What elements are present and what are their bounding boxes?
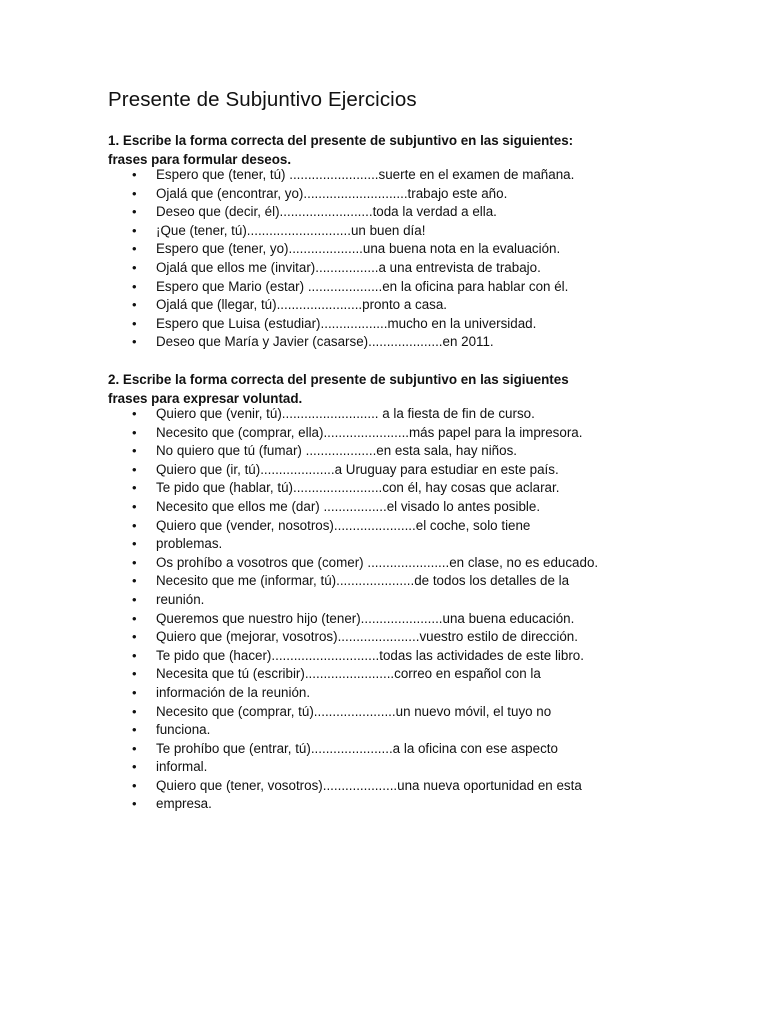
exercise-item-text: Os prohíbo a vosotros que (comer) ......................en clase, no es educado. [156,554,599,570]
exercise-item-text: Deseo que María y Javier (casarse)....................en 2011. [156,334,494,350]
bullet-icon: • [132,480,137,496]
exercise-item [108,405,598,424]
exercise-item-text: Espero que Luisa (estudiar)..................mucho en la universidad. [156,315,537,331]
section-2-heading-line-1: 2. Escribe la forma correcta del presente de subjuntivo en las sigiuentes [108,372,569,387]
exercise-item-text: problemas. [156,536,223,552]
bullet-icon: • [132,591,137,607]
section-2-heading-line-2: frases para expresar voluntad. [108,390,303,406]
exercise-item [108,777,598,796]
exercise-item-text: reunión. [156,591,205,607]
exercise-item-text: Deseo que (decir, él).........................toda la verdad a ella. [156,204,497,220]
exercise-item [108,591,598,610]
exercise-item [108,442,598,461]
exercise-item [108,296,574,315]
bullet-icon: • [132,740,137,756]
bullet-icon: • [132,722,137,738]
exercise-item [108,610,598,629]
bullet-icon: • [132,185,137,201]
exercise-item [108,222,574,241]
bullet-icon: • [132,167,137,182]
exercise-item-text: Ojalá que (llegar, tú).......................pronto a casa. [156,297,448,313]
bullet-icon: • [132,703,137,719]
exercise-item [108,572,598,591]
exercise-item [108,461,598,480]
section-1-heading-line-2: frases para formular deseos. [108,151,292,167]
exercise-item-text: Necesito que (comprar, ella).......................más papel para la impresora. [156,424,583,440]
bullet-icon: • [132,315,137,331]
bullet-icon: • [132,777,137,793]
exercise-item-text: empresa. [156,796,212,812]
section-2-exercise-list [108,405,598,814]
bullet-icon: • [132,517,137,533]
exercise-item [108,740,598,759]
bullet-icon: • [132,573,137,589]
section-2-heading [108,371,569,408]
exercise-item [108,333,574,352]
bullet-icon: • [132,259,137,275]
exercise-item [108,166,574,185]
bullet-icon: • [132,222,137,238]
exercise-item [108,647,598,666]
exercise-item [108,240,574,259]
exercise-item-text: informal. [156,759,208,775]
exercise-item-text: No quiero que tú (fumar) ...................en esta sala, hay niños. [156,443,517,459]
exercise-item [108,498,598,517]
bullet-icon: • [132,629,137,645]
bullet-icon: • [132,241,137,257]
bullet-icon: • [132,684,137,700]
exercise-item-text: Espero que Mario (estar) ....................en la oficina para hablar con él. [156,278,569,294]
exercise-item-text: Te pido que (hacer).............................todas las actividades de este libro. [156,647,584,663]
exercise-item [108,795,598,814]
bullet-icon: • [132,796,137,812]
bullet-icon: • [132,204,137,220]
exercise-item-text: Quiero que (venir, tú).......................... a la fiesta de fin de curso. [156,406,535,421]
bullet-icon: • [132,334,137,350]
bullet-icon: • [132,759,137,775]
exercise-item-text: Quiero que (tener, vosotros)....................una nueva oportunidad en esta [156,777,582,793]
exercise-item [108,479,598,498]
exercise-item [108,203,574,222]
exercise-item-text: Ojalá que (encontrar, yo)............................trabajo este año. [156,185,508,201]
exercise-item [108,517,598,536]
exercise-item-text: Espero que (tener, tú) ........................suerte en el examen de mañana. [156,167,575,182]
exercise-item-text: Te pido que (hablar, tú)........................con él, hay cosas que aclarar. [156,480,560,496]
exercise-item-text: Espero que (tener, yo)....................una buena nota en la evaluación. [156,241,561,257]
exercise-item-text: Te prohíbo que (entrar, tú)......................a la oficina con ese aspecto [156,740,558,756]
exercise-item-text: Quiero que (ir, tú)....................a Uruguay para estudiar en este país. [156,461,559,477]
exercise-item-text: Ojalá que ellos me (invitar).................a una entrevista de trabajo. [156,259,541,275]
exercise-item [108,424,598,443]
exercise-item-text: ¡Que (tener, tú)............................un buen día! [156,222,426,238]
bullet-icon: • [132,666,137,682]
exercise-item-text: Queremos que nuestro hijo (tener)......................una buena educación. [156,610,575,626]
exercise-item [108,315,574,334]
bullet-icon: • [132,536,137,552]
bullet-icon: • [132,498,137,514]
exercise-item-text: Quiero que (vender, nosotros)......................el coche, solo tiene [156,517,531,533]
exercise-item [108,665,598,684]
exercise-item [108,185,574,204]
page-title: Presente de Subjuntivo Ejercicios [108,88,417,111]
bullet-icon: • [132,424,137,440]
section-1-exercise-list [108,166,574,352]
bullet-icon: • [132,278,137,294]
bullet-icon: • [132,554,137,570]
exercise-item-text: Necesito que ellos me (dar) .................el visado lo antes posible. [156,498,541,514]
bullet-icon: • [132,647,137,663]
bullet-icon: • [132,406,137,421]
bullet-icon: • [132,610,137,626]
bullet-icon: • [132,461,137,477]
exercise-item [108,535,598,554]
exercise-item [108,259,574,278]
exercise-item-text: información de la reunión. [156,684,311,700]
exercise-item-text: Necesito que (comprar, tú)......................un nuevo móvil, el tuyo no [156,703,552,719]
section-1-heading-line-1: 1. Escribe la forma correcta del presente de subjuntivo en las siguientes: [108,133,574,148]
bullet-icon: • [132,297,137,313]
exercise-item [108,721,598,740]
exercise-item [108,758,598,777]
section-1-heading [108,132,573,169]
exercise-item [108,628,598,647]
exercise-item [108,684,598,703]
exercise-item-text: Necesito que me (informar, tú).....................de todos los detalles de la [156,573,570,589]
exercise-item [108,703,598,722]
exercise-item [108,554,598,573]
exercise-item-text: Necesita que tú (escribir)........................correo en español con la [156,666,541,682]
exercise-item-text: Quiero que (mejorar, vosotros)......................vuestro estilo de dirección. [156,629,578,645]
exercise-item [108,278,574,297]
exercise-item-text: funciona. [156,722,211,738]
bullet-icon: • [132,443,137,459]
